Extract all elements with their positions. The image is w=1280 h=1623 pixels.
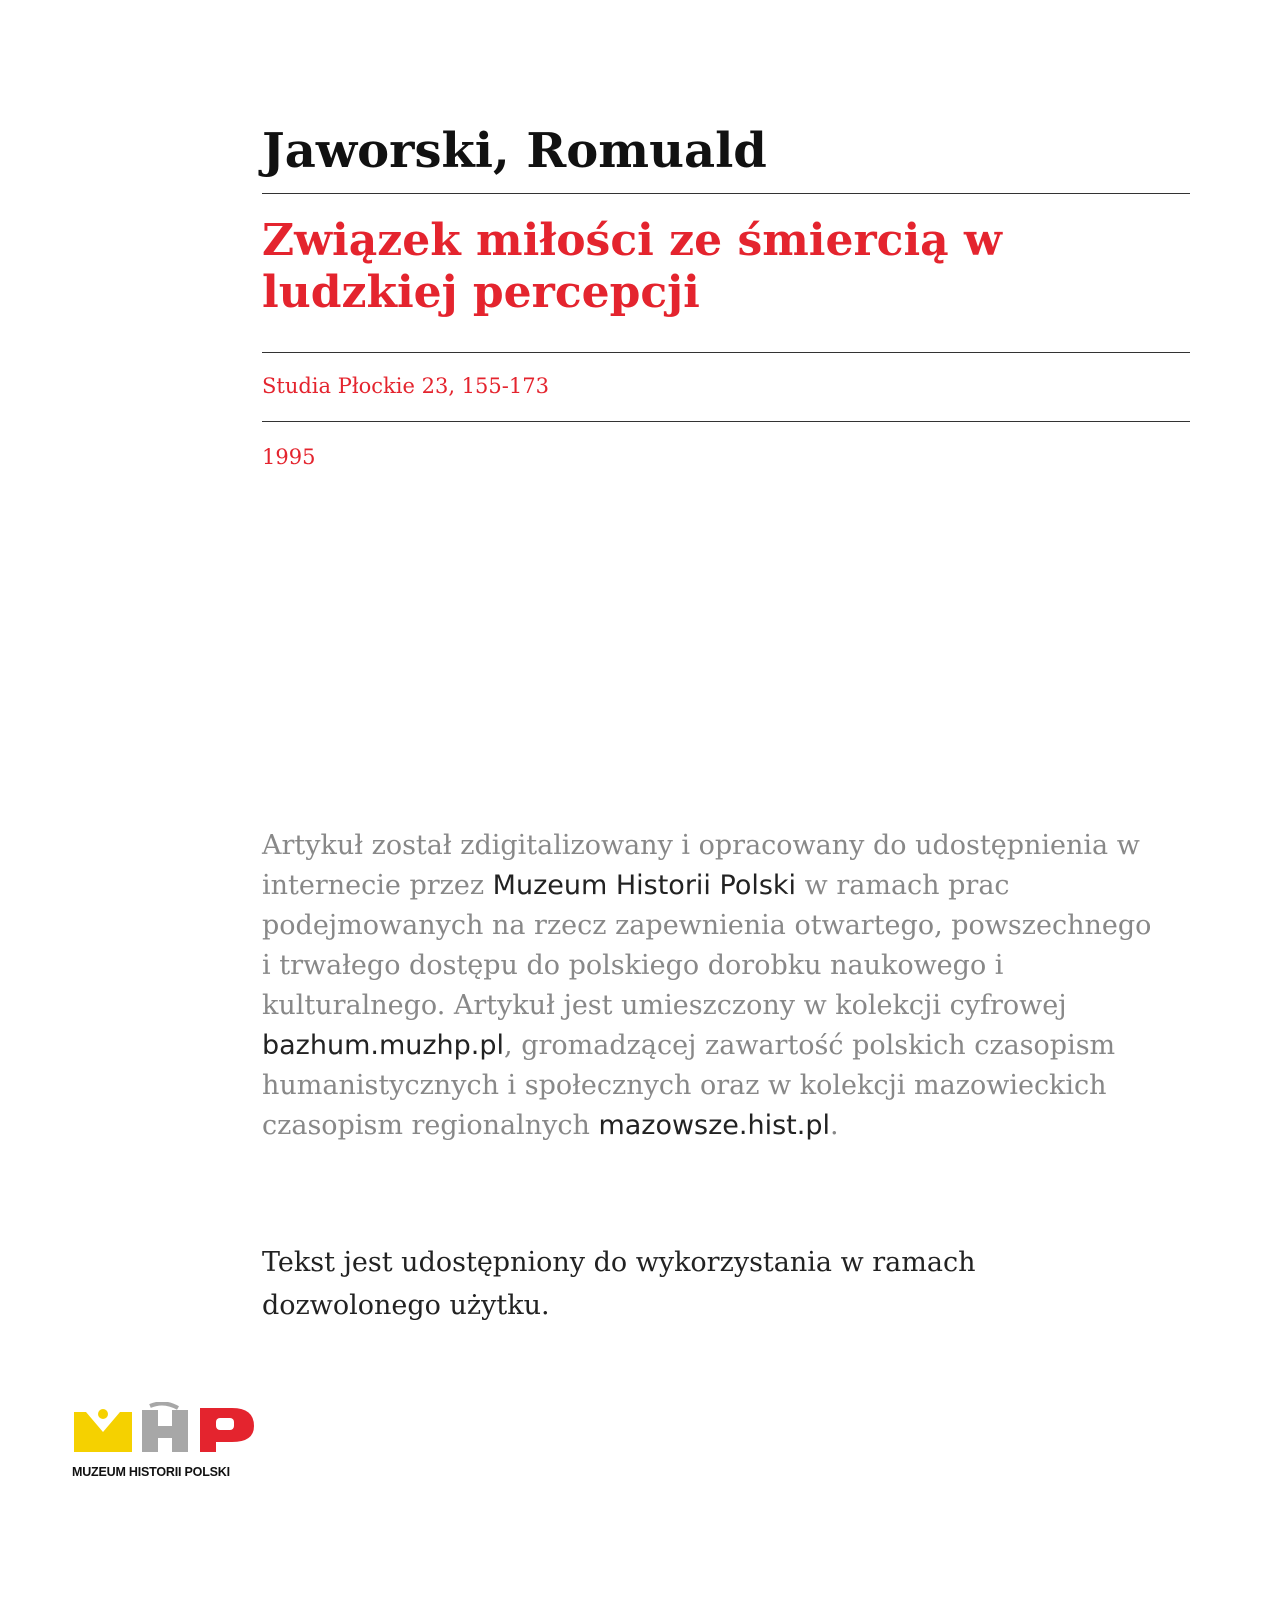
article-title: Związek miłości ze śmiercią w ludzkiej percepcji [262, 215, 1002, 318]
divider-bottom [262, 421, 1190, 422]
museum-name: Muzeum Historii Polski [492, 870, 797, 901]
bazhum-link[interactable]: bazhum.muzhp.pl [262, 1030, 505, 1061]
note-text-2: w ramach prac podejmowanych na rzecz zapewnienia otwartego, powszechnego i trwałego dostępu do polskiego dorobku naukowego i kulturalnego. Artykuł jest umieszczony w kolekcji cyfrowej [262, 870, 1152, 1021]
mazowsze-link[interactable]: mazowsze.hist.pl [598, 1110, 830, 1141]
divider-middle [262, 352, 1190, 353]
note-text-4: . [829, 1110, 839, 1141]
source-citation: Studia Płockie 23, 155-173 [262, 374, 549, 398]
note-text-3: , gromadzącej zawartość polskich czasopism humanistycznych i społecznych oraz w kolekcji mazowieckich czasopism regionalnych [262, 1030, 1116, 1141]
divider-top [262, 193, 1190, 194]
author-name: Jaworski, Romuald [262, 123, 767, 179]
logo-caption: MUZEUM HISTORII POLSKI [72, 1465, 230, 1479]
publication-year: 1995 [262, 445, 316, 469]
license-note: Tekst jest udostępniony do wykorzystania w ramach dozwolonego użytku. [262, 1247, 976, 1321]
digitization-note [262, 826, 1162, 1146]
note-text-1: Artykuł został zdigitalizowany i opracowany do udostępnienia w internecie przez [262, 830, 1140, 901]
logo-letter-h [142, 1410, 188, 1452]
